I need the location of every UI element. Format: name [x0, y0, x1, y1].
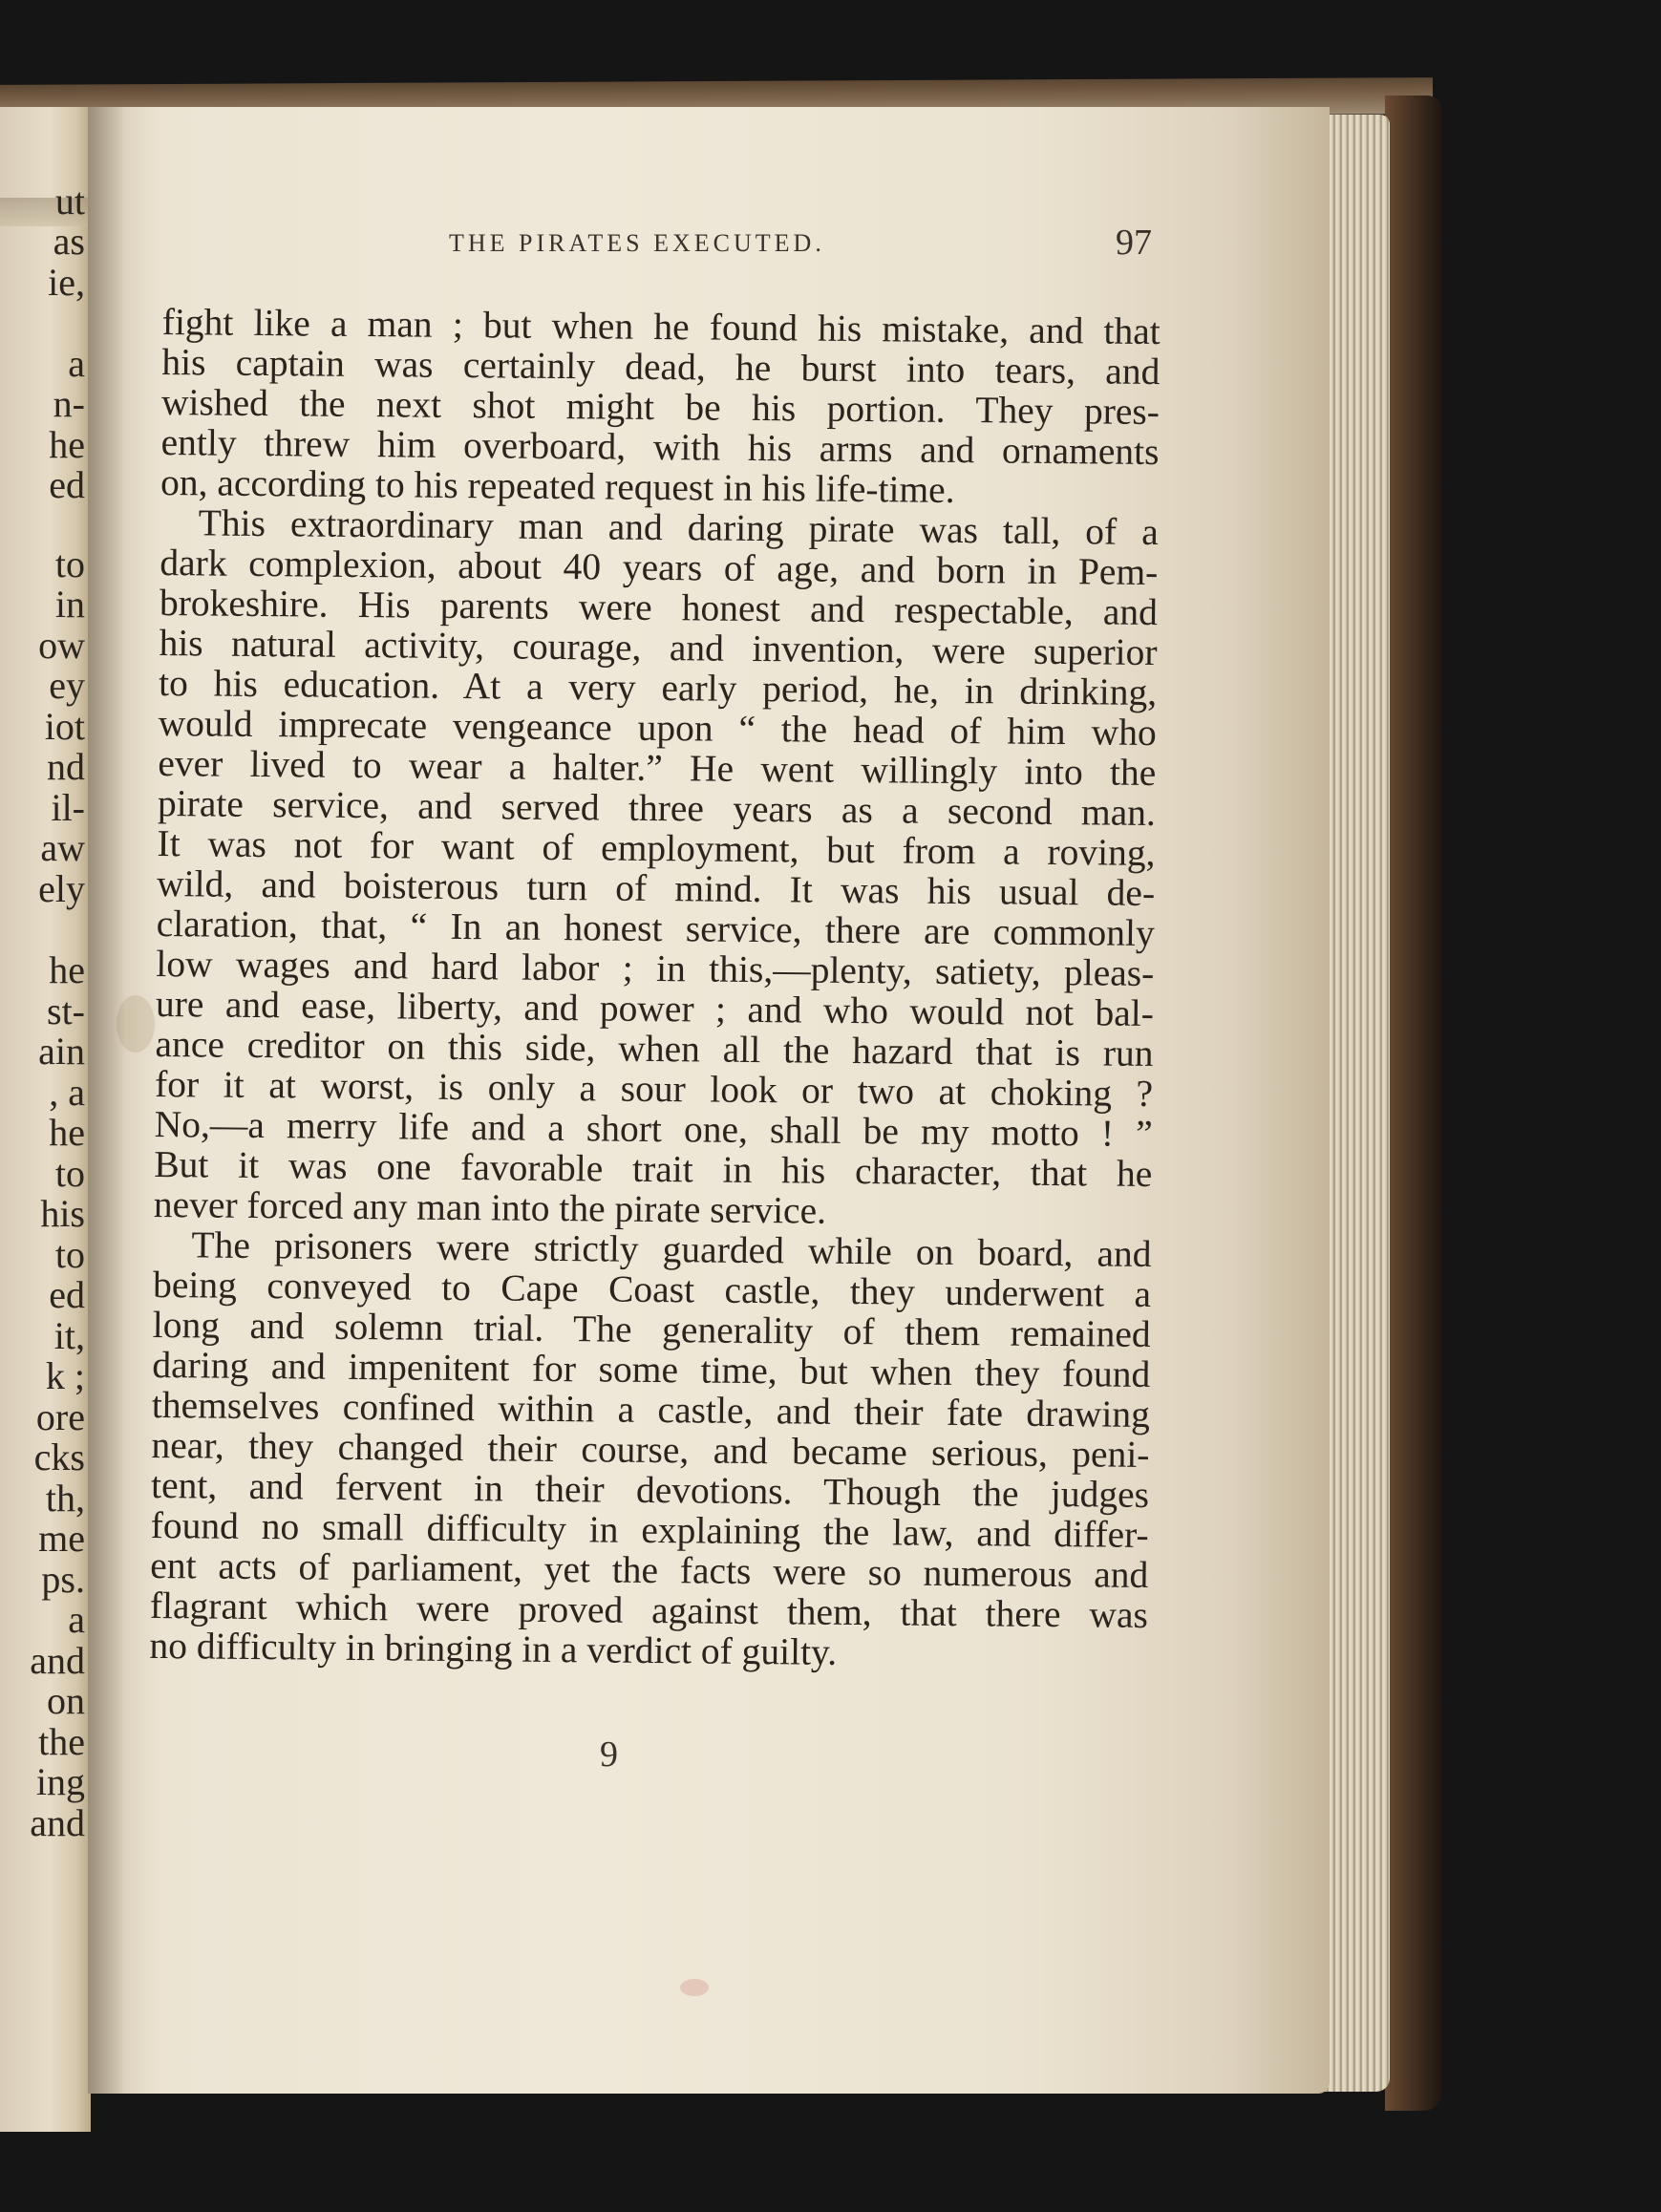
left-page-fragment: aw [40, 826, 85, 869]
left-page-fragment: and [30, 1801, 85, 1844]
signature-mark: 9 [600, 1734, 618, 1775]
text-line: This extraordinary man and daring pirate was tall, of a [198, 501, 1159, 554]
text-line: wished the next shot might be his portion. They pres- [160, 380, 1161, 434]
text-line: ure and ease, liberty, and power ; and who would not bal- [155, 982, 1155, 1034]
left-page-fragment: to [54, 542, 85, 585]
text-line: ance creditor on this side, when all the hazard that is run [155, 1022, 1154, 1074]
left-page-fragment: a [68, 1598, 85, 1641]
text-line: to his education. At a very early period, he, in drinking, [158, 661, 1158, 714]
left-page-fragment: ps. [41, 1558, 85, 1601]
text-line: never forced any man into the pirate service. [153, 1182, 827, 1232]
text-line: ently threw him overboard, with his arms and ornaments [160, 420, 1160, 474]
left-page-fragment: me [38, 1517, 85, 1560]
book-cover-right-edge [1385, 96, 1442, 2111]
text-line: no difficulty in bringing in a verdict of guilty. [149, 1624, 838, 1673]
page-stain [680, 1979, 709, 1996]
left-page-fragment: ing [35, 1760, 85, 1803]
text-line: fight like a man ; but when he found his mistake, and that [161, 301, 1161, 353]
text-line: his natural activity, courage, and invention, were superior [159, 621, 1158, 674]
left-page-fragment: a [68, 342, 85, 385]
left-page-fragment: ut [54, 180, 85, 223]
text-line: claration, that, “ In an honest service, there are commonly [156, 902, 1155, 955]
text-line: The prisoners were strictly guarded while on board, and [191, 1223, 1152, 1275]
text-line: No,—a merry life and a short one, shall be my motto ! ” [154, 1102, 1153, 1155]
left-page-fragment: il- [51, 786, 85, 829]
left-page-fragment: ey [49, 664, 85, 707]
text-line: his captain was certainly dead, he burst into tears, and [161, 340, 1161, 393]
left-page-fragment: cks [33, 1436, 85, 1478]
text-line: being conveyed to Cape Coast castle, they underwent a [152, 1263, 1152, 1315]
left-page-fragment: st- [47, 989, 85, 1032]
text-line: pirate service, and served three years as a second man. [157, 781, 1157, 835]
left-page-fragment: his [40, 1192, 85, 1235]
text-line: tent, and fervent in their devotions. Though the judges [150, 1463, 1150, 1516]
text-line: brokeshire. His parents were honest and respectable, and [159, 581, 1159, 634]
left-page-fragment: he [49, 423, 85, 466]
left-page-fragment: on [47, 1679, 85, 1722]
left-page-fragment: he [49, 1111, 85, 1154]
text-line: daring and impenitent for some time, but when they found [152, 1343, 1151, 1395]
gutter-shadow [88, 107, 126, 2094]
page-number: 97 [1116, 223, 1152, 263]
text-line: on, according to his repeated request in his life-time. [160, 460, 955, 511]
left-page-fragment: and [30, 1639, 85, 1682]
text-line: near, they changed their course, and became serious, peni- [151, 1423, 1150, 1476]
text-line: ever lived to wear a halter.” He went willingly into the [158, 741, 1157, 795]
left-page-fragment: ow [38, 624, 85, 667]
left-page-fragment: nd [47, 745, 85, 788]
left-page-fragment: k ; [45, 1354, 85, 1397]
text-line: long and solemn trial. The generality of them remained [152, 1303, 1151, 1355]
left-page-fragment: , a [49, 1071, 85, 1114]
left-page-fragment: ely [38, 867, 85, 910]
text-line: It was not for want of employment, but from a roving, [157, 821, 1156, 875]
body-text [149, 302, 1161, 1675]
text-line: for it at worst, is only a sour look or two at choking ? [154, 1062, 1154, 1115]
page-stack-edge [1323, 115, 1390, 2092]
left-page-fragment: ed [49, 1273, 85, 1316]
left-page-fragment: to [54, 1152, 85, 1195]
left-page-fragment: it, [53, 1314, 85, 1357]
text-line: themselves confined within a castle, and their fate drawing [151, 1383, 1151, 1436]
text-line: ent acts of parliament, yet the facts were so numerous and [150, 1543, 1149, 1596]
text-line: would imprecate vengeance upon “ the head of him who [158, 701, 1157, 755]
text-line: wild, and boisterous turn of mind. It was his usual de- [156, 861, 1156, 915]
left-page-fragment: n- [53, 382, 85, 425]
text-line: dark complexion, about 40 years of age, and born in Pem- [160, 541, 1159, 594]
running-head: THE PIRATES EXECUTED. [449, 229, 825, 257]
left-page-fragment: th, [45, 1477, 85, 1520]
left-page-fragment: he [49, 948, 85, 991]
text-line: found no small difficulty in explaining the law, and differ- [150, 1503, 1149, 1556]
left-page-fragment: to [54, 1233, 85, 1276]
left-page-fragment: iot [44, 705, 85, 748]
left-page-fragment: ed [49, 463, 85, 506]
left-page-fragment: ore [35, 1395, 85, 1438]
left-page-fragment: ie, [48, 261, 85, 304]
text-line: low wages and hard labor ; in this,—plenty, satiety, pleas- [156, 942, 1155, 994]
left-page-fragment: as [53, 220, 85, 263]
text-line: flagrant which were proved against them, that there was [149, 1584, 1149, 1636]
left-page-fragment: the [38, 1720, 85, 1763]
left-page [0, 107, 91, 2132]
text-line: But it was one favorable trait in his character, that he [154, 1142, 1153, 1195]
left-page-fragment: in [54, 583, 85, 626]
left-page-fragment: ain [38, 1030, 85, 1073]
